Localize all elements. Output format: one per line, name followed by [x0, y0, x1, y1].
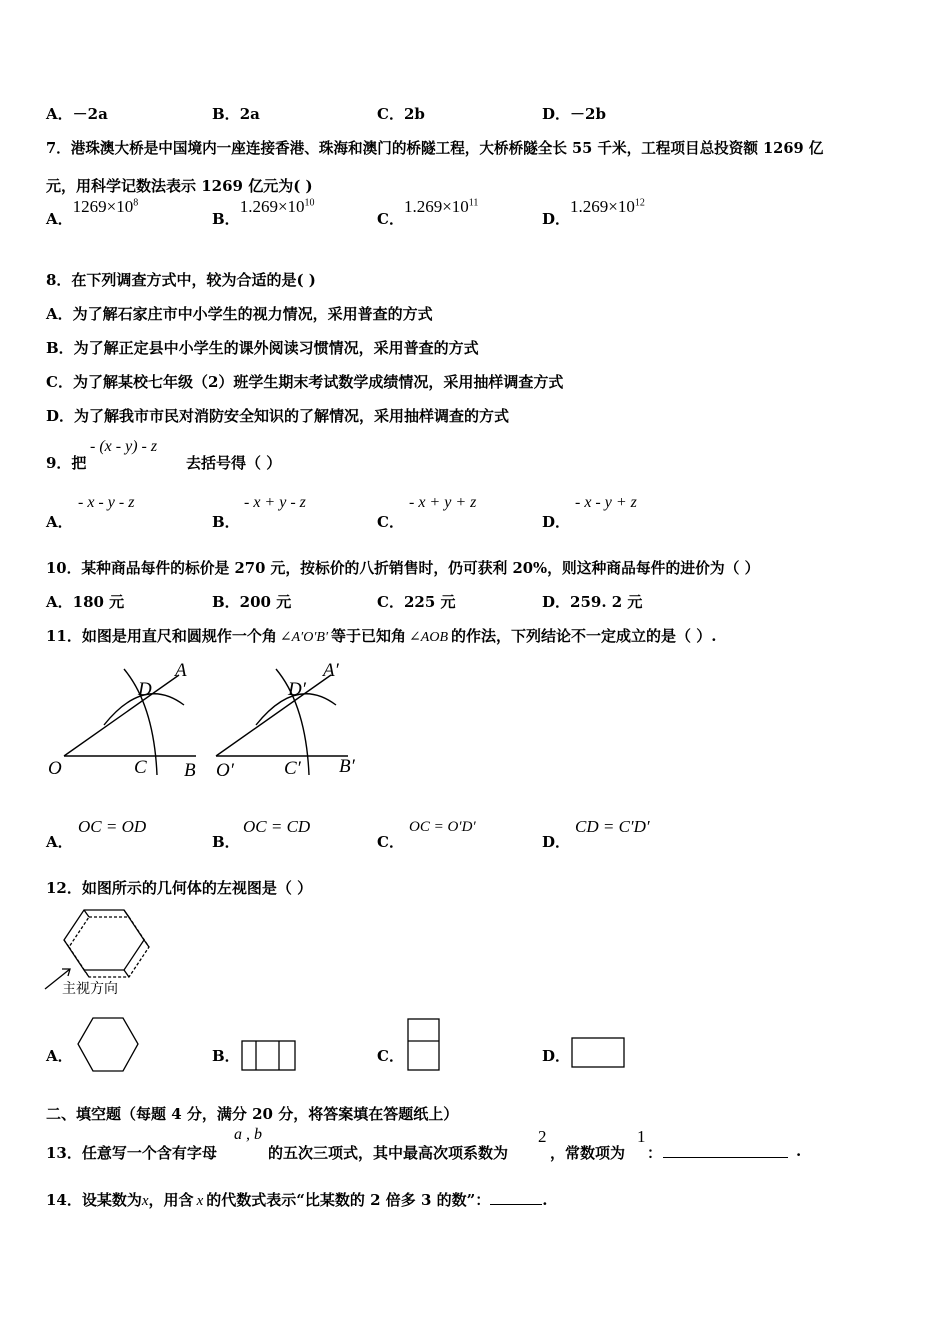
q8-option-b[interactable]: B．为了解正定县中小学生的课外阅读习惯情况，采用普查的方式	[46, 339, 479, 357]
edge-3	[144, 940, 149, 947]
q9-suffix: 去括号得（ ）	[186, 454, 282, 472]
q9-option-c[interactable]	[377, 511, 404, 532]
q10-option-d[interactable]: D．259. 2 元	[542, 593, 643, 611]
q9-option-c-letter: C．	[377, 513, 404, 531]
q12-direction-label: 主视方向	[62, 981, 118, 997]
q7-option-c-letter: C．	[377, 210, 404, 228]
q6-option-d-letter: D．	[542, 105, 571, 123]
q14-stem	[46, 1189, 548, 1210]
q10-option-b[interactable]: B．200 元	[212, 593, 292, 611]
q11-angle-prime: ∠A′O′B′	[279, 630, 329, 645]
q8-stem: 8．在下列调查方式中，较为合适的是( )	[46, 271, 316, 289]
q11-stem-part3: 的作法，下列结论不一定成立的是（ ）.	[451, 627, 717, 645]
q12-option-c-rect	[408, 1019, 439, 1070]
q7-option-d-exp: 12	[634, 197, 645, 209]
q6-option-c-text: 2b	[403, 105, 425, 123]
q7-option-b-expr	[240, 197, 315, 216]
q7-stem-line1: 7．港珠澳大桥是中国境内一座连接香港、珠海和澳门的桥隧工程，大桥桥隧全长 55 千米，工程项目总投资额 1269 亿	[46, 140, 824, 157]
q11-option-c-letter: C．	[377, 833, 404, 851]
q13-part4: ：	[647, 1144, 663, 1162]
q12-option-b-rect	[242, 1041, 295, 1070]
q12-option-b[interactable]: B．	[212, 1047, 240, 1065]
q14-part1: 14．设某数为	[46, 1191, 142, 1209]
q9-option-c-expr: - x + y + z	[409, 494, 477, 511]
q12-option-c[interactable]: C．	[377, 1047, 404, 1065]
label-c-prime: C′	[284, 758, 301, 779]
q13-end: .	[796, 1142, 802, 1160]
label-b-prime: B′	[339, 756, 355, 777]
q11-option-d-letter: D．	[542, 833, 571, 851]
q6-option-a-letter: A．	[46, 105, 73, 123]
q11-option-d[interactable]	[542, 831, 570, 852]
ray-oa-prime	[216, 675, 331, 756]
q7-option-a-expr	[73, 197, 139, 216]
ray-oa	[64, 675, 179, 756]
q11-option-b-letter: B．	[212, 833, 240, 851]
q14-end: .	[542, 1191, 548, 1209]
q12-option-a[interactable]: A．	[46, 1047, 73, 1065]
q13-const: 1	[637, 1127, 646, 1146]
q13-answer-blank[interactable]	[663, 1142, 788, 1158]
q9-option-b-expr: - x + y - z	[244, 494, 306, 511]
q7-option-b-letter: B．	[212, 210, 240, 228]
q12-option-a-figure	[76, 1015, 140, 1075]
label-d: D	[138, 679, 152, 700]
q9-option-a-expr: - x - y - z	[78, 494, 135, 511]
q12-option-d-rect	[572, 1038, 624, 1067]
q12-stem: 12．如图所示的几何体的左视图是（ ）	[46, 879, 313, 897]
q7-option-d-expr	[570, 197, 645, 216]
q11-option-b-expr: OC = CD	[243, 817, 311, 836]
q12-option-a-hexagon	[78, 1018, 138, 1071]
q11-option-a-letter: A．	[46, 833, 73, 851]
q11-option-a-expr: OC = OD	[78, 817, 147, 836]
q12-option-d[interactable]: D．	[542, 1047, 571, 1065]
q14-var2: x	[196, 1193, 204, 1209]
q8-option-d[interactable]: D．为了解我市市民对消防安全知识的了解情况，采用抽样调查的方式	[46, 407, 510, 425]
q13-coef: 2	[538, 1127, 547, 1146]
q9-option-a-letter: A．	[46, 513, 73, 531]
label-b: B	[184, 760, 196, 781]
q6-option-a-text: －2a	[72, 105, 108, 123]
q7-option-b-base: 1.269×10	[239, 197, 305, 216]
label-d-prime: D′	[288, 679, 306, 700]
q10-option-a[interactable]: A．180 元	[46, 593, 125, 611]
q11-option-a[interactable]	[46, 831, 73, 852]
edge-1	[84, 910, 89, 917]
q11-option-b[interactable]	[212, 831, 240, 852]
label-a-prime: A′	[323, 660, 339, 681]
q6-option-c-letter: C．	[377, 105, 404, 123]
edge-4	[124, 970, 129, 977]
hexagon-front	[64, 910, 144, 970]
q8-option-c[interactable]: C．为了解某校七年级（2）班学生期末考试数学成绩情况，采用抽样调查方式	[46, 373, 564, 391]
q10-stem: 10．某种商品每件的标价是 270 元，按标价的八折销售时，仍可获利 20%，则这种商品每件的进价为（ ）	[46, 560, 760, 577]
q7-option-d-letter: D．	[542, 210, 571, 228]
q13-part1: 13．任意写一个含有字母	[46, 1144, 217, 1162]
q11-angle-aob: ∠AOB	[409, 630, 448, 645]
q7-option-a-letter: A．	[46, 210, 73, 228]
q7-option-c-expr	[404, 197, 478, 216]
label-a: A	[175, 660, 187, 681]
q7-stem-line2: 元，用科学记数法表示 1269 亿元为( )	[46, 177, 313, 195]
section-fill-in-heading: 二、填空题（每题 4 分，满分 20 分，将答案填在答题纸上）	[46, 1105, 459, 1123]
q12-option-c-figure	[406, 1017, 442, 1073]
q14-part2: ，用含	[148, 1191, 194, 1209]
q9-option-a[interactable]	[46, 511, 73, 532]
q10-option-c[interactable]: C．225 元	[377, 593, 456, 611]
q6-option-b-text: 2a	[239, 105, 260, 123]
q6-option-a[interactable]	[46, 103, 108, 124]
q9-option-d-expr: - x - y + z	[575, 494, 637, 511]
q6-option-b[interactable]	[212, 103, 260, 124]
q13-part3: ，常数项为	[550, 1144, 626, 1162]
q13-part2: 的五次三项式，其中最高次项系数为	[268, 1144, 509, 1162]
q11-figures	[44, 655, 374, 785]
edge-2	[124, 910, 129, 917]
q12-option-b-figure	[240, 1039, 298, 1073]
q11-option-c-expr: OC = O′D′	[409, 819, 476, 835]
q12-option-d-figure	[571, 1037, 627, 1069]
q7-option-a-base: 1269×10	[72, 197, 134, 216]
q7-option-c-exp: 11	[468, 197, 479, 209]
q11-stem	[46, 625, 716, 646]
q14-var1: x	[141, 1193, 149, 1209]
q14-answer-blank[interactable]	[490, 1190, 542, 1205]
q11-figure-right	[216, 660, 356, 781]
q11-figure-left	[48, 660, 196, 781]
q11-stem-part2: 等于已知角	[331, 627, 407, 645]
q9-option-d[interactable]	[542, 511, 570, 532]
label-o: O	[48, 758, 62, 779]
label-c: C	[134, 757, 147, 778]
q9-option-b-letter: B．	[212, 513, 240, 531]
hexagon-back	[69, 917, 149, 977]
q7-option-d-base: 1.269×10	[570, 197, 635, 216]
q6-option-c[interactable]	[377, 103, 425, 124]
q6-option-b-letter: B．	[212, 105, 240, 123]
q11-option-c[interactable]	[377, 831, 404, 852]
q7-option-a-exp: 8	[133, 197, 139, 209]
q9-option-d-letter: D．	[542, 513, 571, 531]
q9-prefix: 9．把	[46, 454, 87, 472]
q8-option-a[interactable]: A．为了解石家庄市中小学生的视力情况，采用普查的方式	[46, 305, 433, 323]
q13-letters: a , b	[234, 1126, 262, 1143]
q7-option-c-base: 1.269×10	[403, 197, 469, 216]
q7-option-b-exp: 10	[304, 197, 315, 209]
q11-stem-part1: 11．如图是用直尺和圆规作一个角	[46, 627, 277, 645]
q6-option-d-text: －2b	[570, 105, 606, 123]
q9-expression: - (x - y) - z	[90, 438, 158, 455]
label-o-prime: O′	[216, 760, 234, 781]
q14-part3: 的代数式表示“比某数的 2 倍多 3 的数”：	[206, 1191, 491, 1209]
q6-option-d[interactable]	[542, 103, 606, 124]
q11-option-d-expr: CD = C′D′	[575, 817, 650, 836]
q9-option-b[interactable]	[212, 511, 240, 532]
